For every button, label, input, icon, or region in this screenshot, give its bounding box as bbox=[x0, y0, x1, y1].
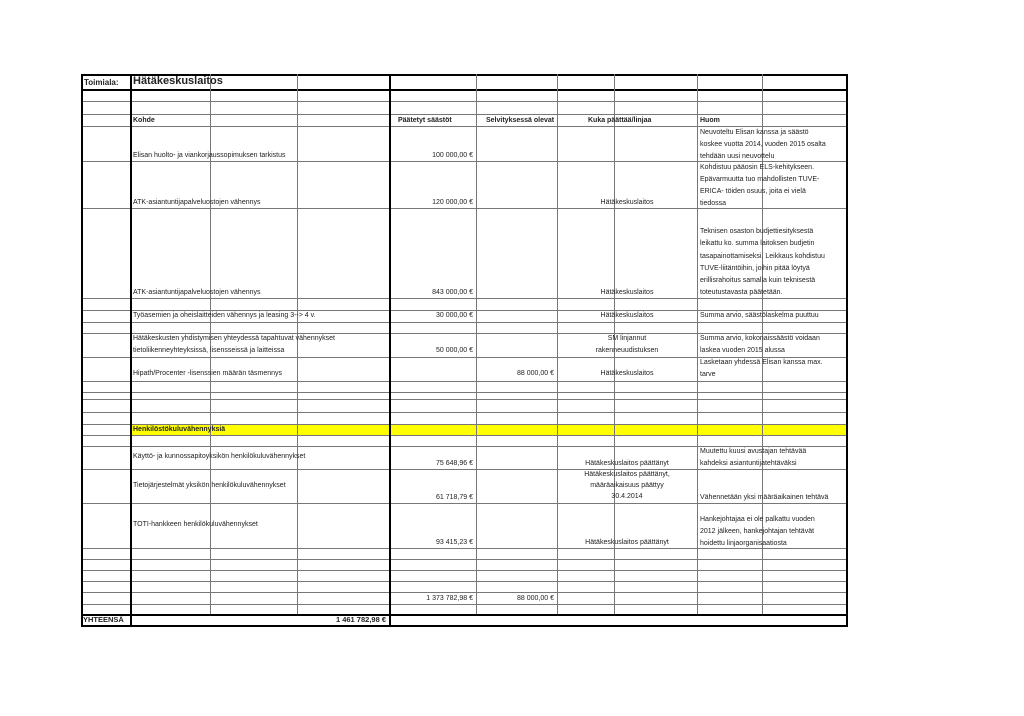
s2-row3-huom-line2: 2012 jälkeen, hankejohtajan tehtävät bbox=[700, 528, 815, 535]
grand-total-label: YHTEENSÄ bbox=[83, 615, 124, 624]
grid-total-top bbox=[81, 614, 847, 616]
department-name: Hätäkeskuslaitos bbox=[133, 75, 223, 87]
row3-huom-line3: tasapainottamiseksi. Leikkaus kohdistuu bbox=[700, 253, 825, 260]
row5-kuka-line1: SM linjannut bbox=[607, 335, 647, 342]
grid-line bbox=[81, 381, 847, 382]
row3-huom-line6: toteutustavasta päätetään. bbox=[700, 289, 783, 296]
grid-col-line bbox=[130, 74, 132, 627]
row1-huom-line1: Neuvoteltu Elisan kanssa ja säästö bbox=[700, 129, 809, 136]
row3-kuka: Hätäkeskuslaitos bbox=[600, 289, 654, 296]
row2-kohde: ATK-asiantuntijapalveluostojen vähennys bbox=[133, 199, 261, 206]
column-header-huom: Huom bbox=[700, 117, 720, 124]
row4-huom-line1: Summa arvio, säästölaskelma puuttuu bbox=[700, 312, 819, 319]
row2-huom-line1: Kohdistuu pääosin ELS-kehitykseen. bbox=[700, 164, 815, 171]
row5-paatetyt: 50 000,00 € bbox=[436, 347, 473, 354]
row3-huom-line4: TUVE-liitäntöihin, joihin pitää löytyä bbox=[700, 265, 810, 272]
s2-row1-kohde: Käyttö- ja kunnossapitoyksikön henkilökuluvähennykset bbox=[133, 453, 306, 460]
row4-kuka: Hätäkeskuslaitos bbox=[600, 312, 654, 319]
row1-huom-line2: koskee vuotta 2014, vuoden 2015 osalta bbox=[700, 141, 826, 148]
row5-kohde-line2: tietoliikenneyhteyksissä, lisensseissä ja laitteissa bbox=[133, 347, 285, 354]
grid-left-border bbox=[81, 74, 83, 627]
s2-row3-huom-line1: Hankejohtajaa ei ole palkattu vuoden bbox=[700, 516, 815, 523]
row1-kohde: Elisan huolto- ja viankorjaussopimuksen tarkistus bbox=[133, 152, 286, 159]
s2-row2-huom-line1: Vähennetään yksi määräaikainen tehtävä bbox=[700, 494, 829, 501]
column-header-paatetyt: Päätetyt säästöt bbox=[398, 117, 452, 124]
row3-kohde: ATK-asiantuntijapalveluostojen vähennys bbox=[133, 289, 261, 296]
s2-row2-kuka-line1: Hätäkeskuslaitos päättänyt, bbox=[584, 471, 670, 478]
grid-line bbox=[81, 114, 847, 115]
row3-paatetyt: 843 000,00 € bbox=[432, 289, 473, 296]
row6-huom-line2: tarve bbox=[700, 371, 716, 378]
s2-row1-kuka: Hätäkeskuslaitos päättänyt bbox=[585, 460, 669, 467]
grid-line bbox=[81, 101, 847, 102]
s2-row1-huom-line1: Muutettu kuusi avustajan tehtävää bbox=[700, 448, 807, 455]
subtotal-selvityksessa: 88 000,00 € bbox=[517, 595, 554, 602]
s2-row2-paatetyt: 61 718,79 € bbox=[436, 494, 473, 501]
column-header-kuka: Kuka päättää/linjaa bbox=[588, 117, 652, 124]
section-title-henkilosto: Henkilöstökuluvähennyksiä bbox=[133, 426, 226, 433]
row3-huom-line1: Teknisen osaston budjettiesityksestä bbox=[700, 228, 814, 235]
grid-line bbox=[81, 581, 847, 582]
grid-line bbox=[81, 559, 847, 560]
grid-line bbox=[81, 570, 847, 571]
grid-col-line bbox=[697, 74, 698, 614]
row2-huom-line3: ERICA- töiden osuus, joita ei vielä bbox=[700, 188, 806, 195]
row5-kohde-line1: Hätäkeskusten yhdistymisen yhteydessä tapahtuvat vähennykset bbox=[133, 335, 335, 342]
row2-huom-line2: Epävarmuutta tuo mahdollisten TUVE- bbox=[700, 176, 820, 183]
grid-header-line bbox=[81, 89, 847, 91]
row5-kuka-line2: rakenneuudistuksen bbox=[595, 347, 659, 354]
column-header-kohde: Kohde bbox=[133, 117, 155, 124]
section-highlight bbox=[131, 424, 846, 435]
s2-row2-kuka-line2: määräaikaisuus päättyy bbox=[590, 482, 664, 489]
grid-col-line bbox=[476, 74, 477, 614]
s2-row3-huom-line3: hoidettu linjaorganisaatiosta bbox=[700, 540, 787, 547]
grid-line bbox=[81, 392, 847, 393]
grid-line bbox=[81, 412, 847, 413]
row2-kuka: Hätäkeskuslaitos bbox=[600, 199, 654, 206]
row3-huom-line5: erillisrahoitus samalla kuin teknisestä bbox=[700, 277, 816, 284]
s2-row1-paatetyt: 75 648,96 € bbox=[436, 460, 473, 467]
row4-paatetyt: 30 000,00 € bbox=[436, 312, 473, 319]
grid-bottom-border bbox=[81, 625, 847, 627]
s2-row2-kuka-line3: 30.4.2014 bbox=[611, 493, 643, 500]
s2-row3-kuka: Hätäkeskuslaitos päättänyt bbox=[585, 539, 669, 546]
s2-row3-kohde: TOTI-hankkeen henkilökuluvähennykset bbox=[133, 521, 258, 528]
row5-huom-line1: Summa arvio, kokonaissäästö voidaan bbox=[700, 335, 820, 342]
row3-huom-line2: leikattu ko. summa laitoksen budjetin bbox=[700, 240, 815, 247]
department-label: Toimiala: bbox=[84, 78, 119, 87]
row6-kuka: Hätäkeskuslaitos bbox=[600, 370, 654, 377]
row6-selvityksessa: 88 000,00 € bbox=[517, 370, 554, 377]
row5-huom-line2: laskea vuoden 2015 alussa bbox=[700, 347, 785, 354]
row2-huom-line4: tiedossa bbox=[700, 200, 727, 207]
grid-line bbox=[81, 399, 847, 400]
row2-paatetyt: 120 000,00 € bbox=[432, 199, 473, 206]
subtotal-paatetyt: 1 373 782,98 € bbox=[426, 595, 473, 602]
row1-huom-line3: tehdään uusi neuvottelu bbox=[700, 153, 775, 160]
row1-paatetyt: 100 000,00 € bbox=[432, 152, 473, 159]
grand-total-value: 1 461 782,98 € bbox=[335, 615, 386, 624]
column-header-selvityksessa: Selvityksessä olevat bbox=[486, 117, 555, 124]
row4-kohde: Työasemien ja oheislaitteiden vähennys ja leasing 3--> 4 v. bbox=[133, 312, 316, 319]
s2-row3-paatetyt: 93 415,23 € bbox=[436, 539, 473, 546]
row6-kohde: Hipath/Procenter -lisenssien määrän täsmennys bbox=[133, 370, 283, 377]
s2-row2-kohde: Tietojärjestelmät yksikön henkilökuluvähennykset bbox=[133, 482, 286, 489]
row6-huom-line1: Lasketaan yhdessä Elisan kanssa max. bbox=[700, 359, 823, 366]
grid-right-border bbox=[846, 74, 848, 627]
s2-row1-huom-line2: kahdeksi asiantuntijatehtäväksi bbox=[700, 460, 797, 467]
